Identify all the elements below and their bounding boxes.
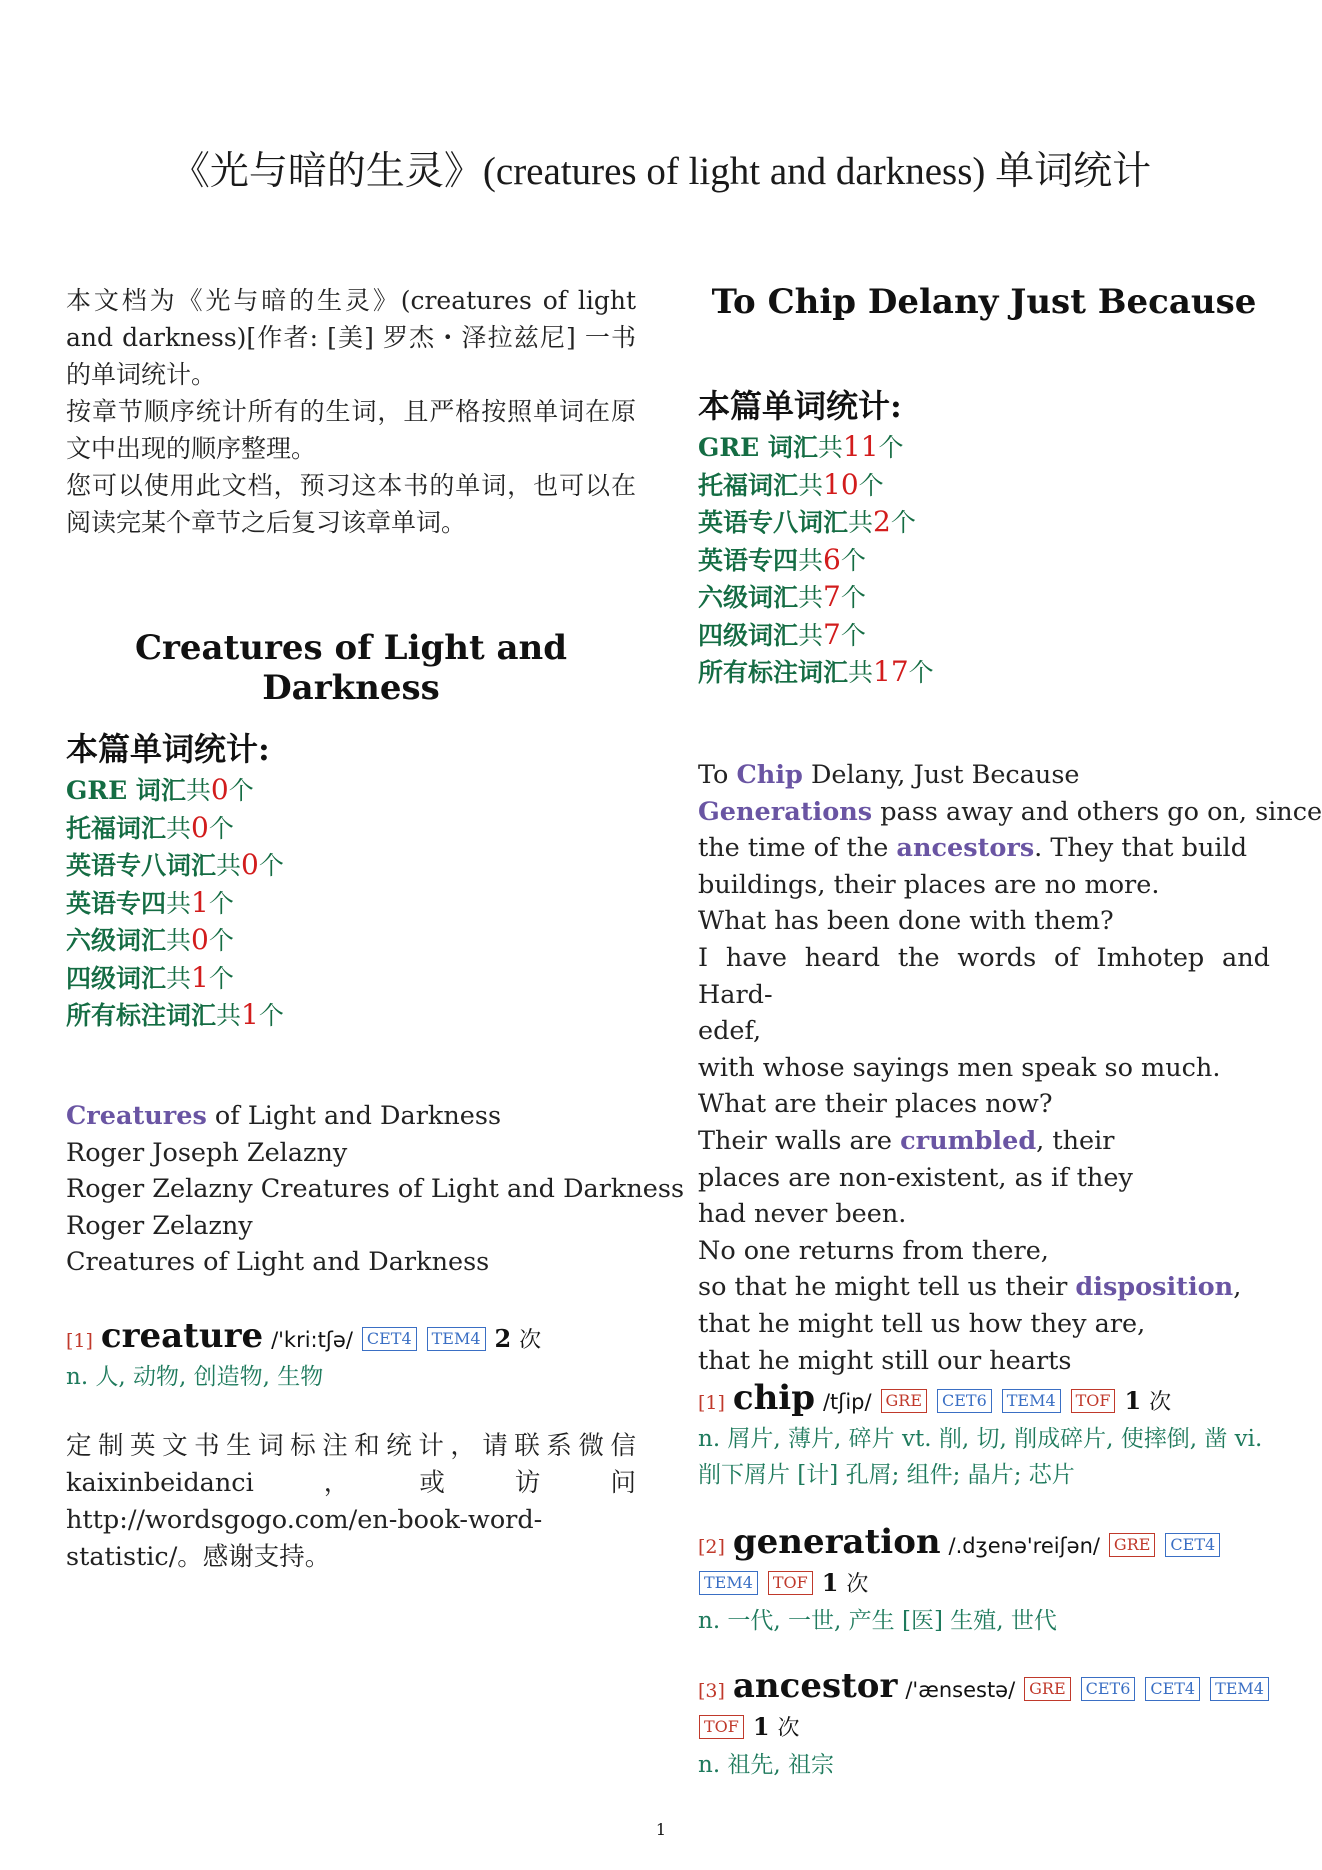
- highlighted-word: disposition: [1075, 1272, 1234, 1303]
- intro-line: 您可以使用此文档，预习这本书的单词，也可以在阅读完某个章节之后复习该章单词。: [66, 471, 636, 537]
- text-line: [698, 1343, 1270, 1380]
- stat-gong: 共: [798, 470, 824, 500]
- intro-paragraph: [66, 282, 636, 541]
- stat-gong: 共: [216, 851, 242, 880]
- stat-num: 0: [191, 810, 209, 844]
- intro-line: 按章节顺序统计所有的生词，且严格按照单词在原文中出现的顺序整理。: [66, 397, 636, 463]
- stat-num: 1: [191, 885, 209, 919]
- stat-gong: 共: [798, 620, 824, 650]
- text-line: [698, 1233, 1270, 1270]
- stat-gong: 共: [166, 813, 192, 843]
- highlighted-word: Creatures: [66, 1101, 207, 1131]
- stat-label: GRE 词汇: [66, 776, 186, 805]
- footer-note-text: 定制英文书生词标注和统计，请联系微信 kaixinbeidanci，或访问 http://wordsgogo.com/en-book-word-statistic/。感谢支持。: [66, 1431, 636, 1572]
- stat-label: 六级词汇: [698, 583, 799, 612]
- tag-badge: TEM4: [1002, 1389, 1061, 1413]
- text-segment: To: [698, 760, 737, 790]
- stat-ge: 个: [858, 470, 884, 500]
- text-line: [66, 1208, 636, 1245]
- stat-gong: 共: [216, 1001, 242, 1030]
- highlighted-word: Generations: [698, 796, 873, 827]
- count-unit: 次: [846, 1572, 869, 1597]
- stat-ge: 个: [840, 620, 866, 650]
- stat-ge: 个: [908, 658, 934, 687]
- definition: n. 人, 动物, 创造物, 生物: [66, 1364, 324, 1390]
- text-segment: No one returns from there,: [698, 1235, 1049, 1266]
- text-segment: . They that build: [1034, 833, 1248, 864]
- stat-label: GRE 词汇: [698, 433, 818, 462]
- text-segment: Delany, Just Because: [802, 760, 1080, 790]
- text-line: [698, 1050, 1270, 1087]
- occurrence-count: 2: [494, 1324, 512, 1353]
- text-segment: Creatures of Light and Darkness: [66, 1247, 490, 1278]
- tag-badge: TOF: [1071, 1389, 1116, 1413]
- highlighted-word: crumbled: [900, 1125, 1037, 1156]
- stat-ge: 个: [840, 583, 866, 612]
- tag-badge: TEM4: [427, 1327, 486, 1351]
- headword: generation: [732, 1522, 941, 1562]
- stat-label: 四级词汇: [66, 963, 167, 993]
- text-segment: so that he might tell us their: [698, 1272, 1076, 1303]
- text-segment: What has been done with them?: [698, 906, 1114, 937]
- stat-ge: 个: [878, 433, 904, 462]
- word-entry: [698, 1380, 1270, 1493]
- definition: n. 一代, 一世, 产生 [医] 生殖, 世代: [698, 1608, 1057, 1634]
- stat-num: 11: [842, 430, 879, 463]
- text-line: [698, 757, 1270, 794]
- text-segment: with whose sayings men speak so much.: [698, 1052, 1221, 1083]
- text-line: [698, 1160, 1270, 1197]
- tag-badge: CET4: [1145, 1677, 1200, 1701]
- word-entry: [698, 1668, 1270, 1783]
- occurrence-count: 1: [752, 1712, 770, 1741]
- text-segment: pass away and others go on, since: [872, 796, 1322, 827]
- stat-gong: 共: [166, 926, 192, 955]
- tag-badge: GRE: [881, 1389, 928, 1413]
- word-index: [1]: [66, 1330, 93, 1352]
- stat-line: [698, 617, 934, 655]
- text-segment: that he might tell us how they are,: [698, 1308, 1146, 1339]
- chapter-title: Creatures of Light and Darkness: [134, 628, 568, 708]
- word-index: [1]: [698, 1392, 725, 1414]
- text-segment: had never been.: [698, 1199, 907, 1230]
- stat-num: 0: [241, 848, 259, 881]
- stat-label: 六级词汇: [66, 926, 167, 955]
- text-segment: ,: [1233, 1272, 1242, 1303]
- headword: ancestor: [732, 1666, 898, 1706]
- stat-line: [698, 429, 934, 467]
- stat-line: [698, 542, 934, 580]
- footer-note: [66, 1428, 636, 1576]
- stat-line: [66, 922, 284, 960]
- stat-line: [66, 810, 284, 848]
- text-line: [698, 867, 1270, 904]
- stats-heading: 本篇单词统计:: [698, 387, 902, 425]
- definition: n. 祖先, 祖宗: [698, 1752, 835, 1778]
- stat-line: [698, 654, 934, 692]
- text-block: [698, 757, 1322, 1379]
- text-line: [698, 830, 1270, 867]
- text-line: [66, 1244, 636, 1281]
- tag-badge: TEM4: [1210, 1677, 1269, 1701]
- word-index: [3]: [698, 1680, 725, 1702]
- phonetic: /'kri:tʃə/: [271, 1328, 353, 1352]
- tag-badge: GRE: [1024, 1677, 1071, 1701]
- page-number: 1: [655, 1820, 667, 1839]
- count-unit: 次: [519, 1328, 542, 1353]
- intro-line: 本文档为《光与暗的生灵》(creatures of light and darkness)[作者: [美] 罗杰・泽拉兹尼] 一书的单词统计。: [66, 286, 636, 389]
- tag-badge: TEM4: [699, 1571, 758, 1595]
- stat-label: 英语专八词汇: [698, 508, 849, 537]
- stat-gong: 共: [166, 888, 192, 918]
- stat-line: [66, 847, 284, 885]
- tag-badge: CET4: [1165, 1533, 1220, 1557]
- text-segment: of Light and Darkness: [206, 1101, 502, 1131]
- stat-label: 所有标注词汇: [66, 1001, 217, 1030]
- stat-num: 0: [191, 923, 209, 956]
- stat-num: 10: [823, 467, 859, 501]
- stat-label: 托福词汇: [698, 470, 799, 500]
- stats-block: [698, 385, 934, 692]
- tag-badge: CET4: [362, 1327, 417, 1351]
- text-block: [66, 1098, 685, 1281]
- stat-num: 17: [873, 655, 909, 688]
- stat-ge: 个: [840, 545, 866, 575]
- occurrence-count: 1: [1124, 1386, 1142, 1415]
- text-line: [66, 1098, 636, 1135]
- text-segment: Roger Zelazny Creatures of Light and Darkness: [66, 1174, 685, 1205]
- text-line: [698, 1013, 1270, 1050]
- text-line: [698, 794, 1322, 831]
- text-line: [698, 903, 1270, 940]
- stat-line: [66, 997, 284, 1035]
- stat-label: 英语专四: [66, 888, 167, 918]
- stat-label: 英语专四: [698, 545, 799, 575]
- stat-label: 托福词汇: [66, 813, 167, 843]
- stat-ge: 个: [208, 888, 234, 918]
- text-segment: I have heard the words of Imhotep and Hard-: [698, 942, 1270, 1010]
- text-segment: Roger Joseph Zelazny: [66, 1137, 348, 1168]
- stat-line: [698, 579, 934, 617]
- stat-line: [698, 504, 934, 542]
- text-segment: Roger Zelazny: [66, 1210, 253, 1241]
- stat-ge: 个: [208, 926, 234, 955]
- text-segment: Their walls are: [698, 1125, 901, 1156]
- highlighted-word: Chip: [736, 760, 803, 790]
- text-segment: buildings, their places are no more.: [698, 869, 1160, 900]
- chapter-title: To Chip Delany Just Because: [711, 282, 1257, 322]
- stat-num: 2: [873, 505, 891, 538]
- stat-label: 所有标注词汇: [698, 658, 849, 687]
- text-line: [698, 1269, 1270, 1306]
- text-segment: edef,: [698, 1016, 762, 1047]
- text-segment: that he might still our hearts: [698, 1345, 1072, 1376]
- word-entry: [66, 1318, 636, 1395]
- stats-block: [66, 728, 284, 1035]
- tag-badge: TOF: [699, 1715, 744, 1739]
- stat-ge: 个: [258, 1001, 284, 1030]
- stat-line: [66, 885, 284, 923]
- stat-ge: 个: [208, 813, 234, 843]
- highlighted-word: ancestors: [896, 833, 1035, 864]
- phonetic: /.dʒenə'reiʃən/: [948, 1534, 1100, 1558]
- phonetic: /tʃip/: [822, 1390, 872, 1414]
- stat-num: 7: [823, 580, 841, 613]
- text-line: [698, 940, 1270, 1013]
- stat-num: 6: [823, 542, 841, 576]
- stat-num: 0: [210, 773, 229, 806]
- count-unit: 次: [1149, 1390, 1172, 1415]
- stat-gong: 共: [817, 433, 843, 462]
- headword: creature: [100, 1316, 264, 1356]
- text-line: [698, 1086, 1270, 1123]
- text-segment: , their: [1036, 1125, 1115, 1156]
- text-line: [698, 1196, 1270, 1233]
- page-title: 《光与暗的生灵》(creatures of light and darkness) 单词统计: [170, 150, 1152, 193]
- tag-badge: GRE: [1109, 1533, 1156, 1557]
- stat-label: 英语专八词汇: [66, 851, 217, 880]
- word-entry: [698, 1524, 1270, 1639]
- stat-num: 1: [241, 998, 259, 1031]
- text-line: [66, 1135, 636, 1172]
- stat-ge: 个: [890, 508, 916, 537]
- stat-gong: 共: [798, 583, 824, 612]
- text-line: [698, 1123, 1270, 1160]
- text-segment: What are their places now?: [698, 1089, 1053, 1120]
- headword: chip: [732, 1378, 815, 1418]
- stat-line: [66, 772, 284, 810]
- word-index: [2]: [698, 1536, 725, 1558]
- stat-gong: 共: [185, 776, 211, 805]
- definition: n. 屑片, 薄片, 碎片 vt. 削, 切, 削成碎片, 使摔倒, 凿 vi. 削下屑片 [计] 孔屑; 组件; 晶片; 芯片: [698, 1426, 1263, 1488]
- stat-gong: 共: [166, 963, 192, 993]
- text-line: [66, 1171, 685, 1208]
- stat-line: [698, 467, 934, 505]
- stats-heading: 本篇单词统计:: [66, 730, 270, 768]
- tag-badge: TOF: [768, 1571, 813, 1595]
- stat-num: 1: [191, 960, 209, 994]
- stat-line: [66, 960, 284, 998]
- count-unit: 次: [777, 1716, 800, 1741]
- stat-gong: 共: [798, 545, 824, 575]
- stat-gong: 共: [848, 508, 874, 537]
- tag-badge: CET6: [937, 1389, 992, 1413]
- occurrence-count: 1: [821, 1568, 839, 1597]
- stat-ge: 个: [228, 776, 254, 805]
- text-segment: the time of the: [698, 833, 897, 864]
- tag-badge: CET6: [1081, 1677, 1136, 1701]
- stat-ge: 个: [258, 851, 284, 880]
- stat-label: 四级词汇: [698, 620, 799, 650]
- phonetic: /'ænsestə/: [905, 1678, 1016, 1702]
- stat-gong: 共: [848, 658, 874, 687]
- text-line: [698, 1306, 1270, 1343]
- text-segment: places are non-existent, as if they: [698, 1162, 1133, 1193]
- stat-num: 7: [823, 617, 841, 651]
- stat-ge: 个: [208, 963, 234, 993]
